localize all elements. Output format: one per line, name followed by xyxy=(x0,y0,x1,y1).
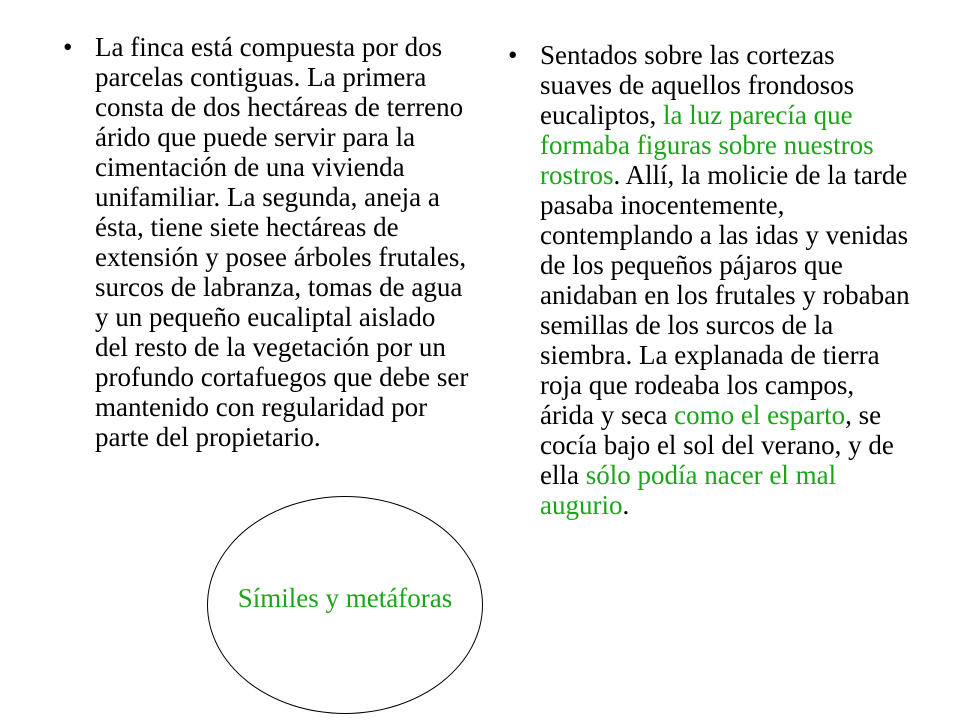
right-paragraph-part-2: . Allí, la molicie de la tarde pasaba inocentemente, contemplando a las idas y venidas de los pequeños pájaros que anidaban en los frutales y robaban semillas de los surcos de la siembra. La explanada de tierra roja que rodeaba los campos, árida y seca xyxy=(540,160,910,430)
annotation-label: Símiles y metáforas xyxy=(237,583,453,613)
right-paragraph-part-4: . xyxy=(622,490,630,520)
bullet-icon: • xyxy=(508,40,518,70)
simile-highlight-2: como el esparto xyxy=(674,400,846,430)
metaphor-highlight-3: sólo podía nacer el mal augurio xyxy=(540,460,837,520)
metaphor-highlight-1: la luz parecía que formaba figuras sobre nuestros rostros xyxy=(540,100,874,190)
right-bullet-paragraph xyxy=(508,40,910,520)
left-paragraph-text: La finca está compuesta por dos parcelas contiguas. La primera consta de dos hectáreas de terreno árido que puede servir para la cimentación de una vivienda unifamiliar. La segunda, aneja a ésta, tiene siete hectáreas de extensión y posee árboles frutales, surcos de labranza, tomas de agua y un pequeño eucaliptal aislado del resto de la vegetación por un profundo cortafuegos que debe ser mantenido con regularidad por parte del propietario. xyxy=(95,32,469,452)
left-bullet-paragraph xyxy=(63,32,470,452)
right-paragraph-part-3: , se cocía bajo el sol del verano, y de ella xyxy=(540,400,894,490)
right-paragraph-part-1: Sentados sobre las cortezas suaves de aquellos frondosos eucaliptos, xyxy=(540,40,855,130)
bullet-icon: • xyxy=(63,32,73,62)
